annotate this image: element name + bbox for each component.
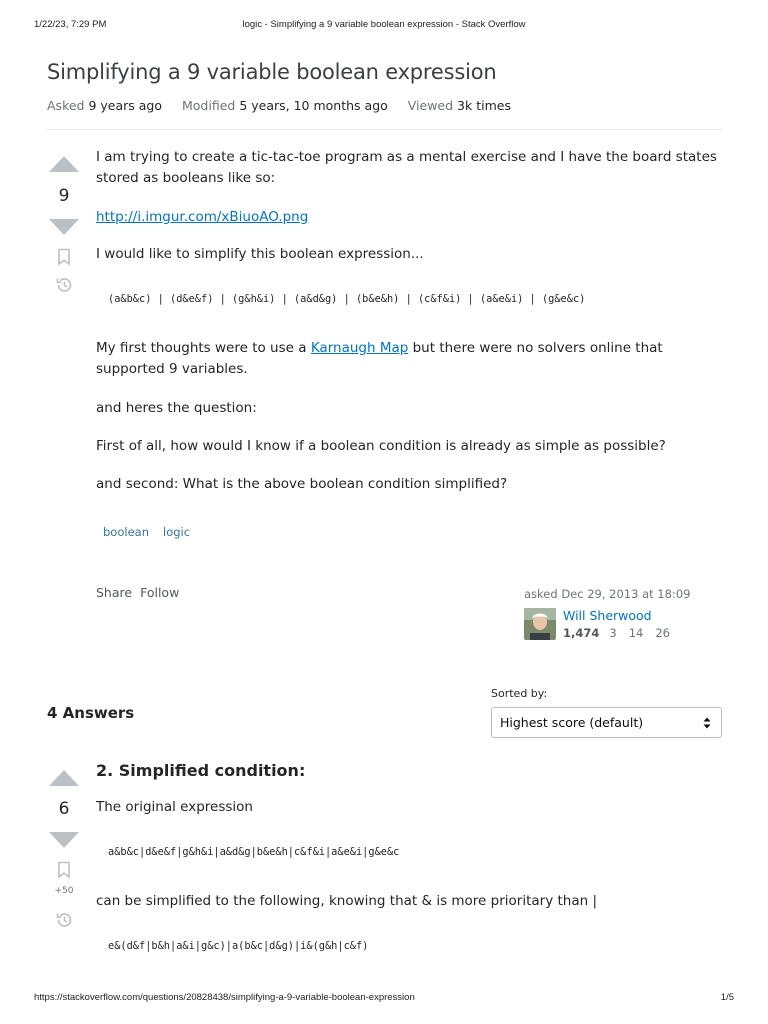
print-header	[0, 19, 768, 33]
upvote-button[interactable]	[49, 156, 79, 172]
avatar[interactable]	[524, 608, 556, 640]
print-page-title: logic - Simplifying a 9 variable boolean expression - Stack Overflow	[242, 19, 526, 30]
history-icon[interactable]	[55, 911, 73, 929]
question-link-row	[96, 207, 721, 228]
question-paragraph	[96, 338, 721, 380]
question-score: 9	[58, 186, 70, 206]
upvote-button[interactable]	[49, 770, 79, 786]
question-body	[96, 147, 721, 189]
follow-button[interactable]: Follow	[140, 585, 180, 600]
question-paragraph-row	[96, 244, 721, 265]
code-block: a&b&c|d&e&f|g&h&i|a&d&g|b&e&h|c&f&i|a&e&i|g&e&c	[108, 846, 400, 858]
image-link[interactable]: http://i.imgur.com/xBiuoAO.png	[96, 209, 309, 225]
sort-caret-icon	[703, 717, 711, 729]
bookmark-icon[interactable]	[57, 861, 71, 879]
modified-label: Modified	[182, 98, 236, 113]
karnaugh-map-link[interactable]: Karnaugh Map	[310, 340, 409, 356]
paragraph-text: My first thoughts were to use a	[96, 340, 311, 356]
user-name[interactable]: Will Sherwood	[563, 608, 652, 623]
question-paragraph-row	[96, 338, 721, 380]
share-button[interactable]: Share	[96, 585, 133, 600]
question-title[interactable]: Simplifying a 9 variable boolean expression	[47, 60, 497, 84]
answer-paragraph-row	[96, 891, 721, 912]
question-paragraph-row	[96, 436, 721, 457]
paragraph-text: but there were no solvers online that supported 9 variables.	[96, 340, 663, 377]
sort-select[interactable]	[491, 707, 722, 738]
print-url: https://stackoverflow.com/questions/20828438/simplifying-a-9-variable-boolean-expression	[34, 992, 415, 1003]
bronze-badge-count: 26	[655, 626, 670, 640]
code-block: e&(d&f|b&h|a&i|g&c)|a(b&c|d&g)|i&(g&h|c&f)	[108, 940, 369, 952]
history-icon[interactable]	[55, 276, 73, 294]
gold-badge-count: 3	[609, 626, 617, 640]
page-number: 1/5	[720, 992, 734, 1003]
header-divider	[47, 129, 722, 130]
reputation-score: 1,474	[563, 626, 600, 640]
bounty-award: +50	[54, 886, 74, 896]
question-meta	[47, 98, 511, 113]
question-paragraph: First of all, how would I know if a boolean condition is already as simple as possible?	[96, 438, 666, 454]
sorted-by-label: Sorted by:	[491, 687, 548, 700]
post-actions	[96, 585, 187, 600]
question-paragraph: I would like to simplify this boolean expression...	[96, 246, 424, 262]
answer-paragraph: The original expression	[96, 799, 253, 815]
asked-timestamp: asked Dec 29, 2013 at 18:09	[524, 587, 691, 601]
viewed-label: Viewed	[407, 98, 454, 113]
answer-paragraph-row	[96, 797, 721, 818]
tag-boolean[interactable]: boolean	[97, 523, 155, 541]
asked-label: Asked	[47, 98, 85, 113]
question-vote-column	[46, 156, 82, 294]
bookmark-icon[interactable]	[57, 248, 71, 266]
sort-selected-value: Highest score (default)	[500, 715, 644, 730]
downvote-button[interactable]	[49, 219, 79, 235]
user-reputation	[563, 626, 670, 640]
user-card	[524, 587, 724, 640]
question-paragraph: I am trying to create a tic-tac-toe program as a mental exercise and I have the board states stored as booleans like so:	[96, 149, 717, 186]
asked-value: 9 years ago	[88, 98, 163, 113]
answer-paragraph: can be simplified to the following, knowing that & is more prioritary than |	[96, 893, 597, 909]
modified-value[interactable]: 5 years, 10 months ago	[239, 98, 388, 113]
question-paragraph-row	[96, 398, 721, 419]
answer-heading: 2. Simplified condition:	[96, 761, 306, 780]
answer-score: 6	[58, 799, 70, 819]
print-datetime: 1/22/23, 7:29 PM	[34, 19, 107, 30]
tag-logic[interactable]: logic	[157, 523, 196, 541]
question-paragraph: and second: What is the above boolean condition simplified?	[96, 476, 508, 492]
code-block: (a&b&c) | (d&e&f) | (g&h&i) | (a&d&g) | (b&e&h) | (c&f&i) | (a&e&i) | (g&e&c)	[108, 293, 586, 305]
answer-vote-column	[46, 770, 82, 929]
downvote-button[interactable]	[49, 832, 79, 848]
answers-count: 4 Answers	[47, 704, 135, 722]
question-paragraph-row	[96, 474, 721, 495]
viewed-value: 3k times	[457, 98, 511, 113]
silver-badge-count: 14	[628, 626, 644, 640]
question-paragraph: and heres the question:	[96, 400, 257, 416]
